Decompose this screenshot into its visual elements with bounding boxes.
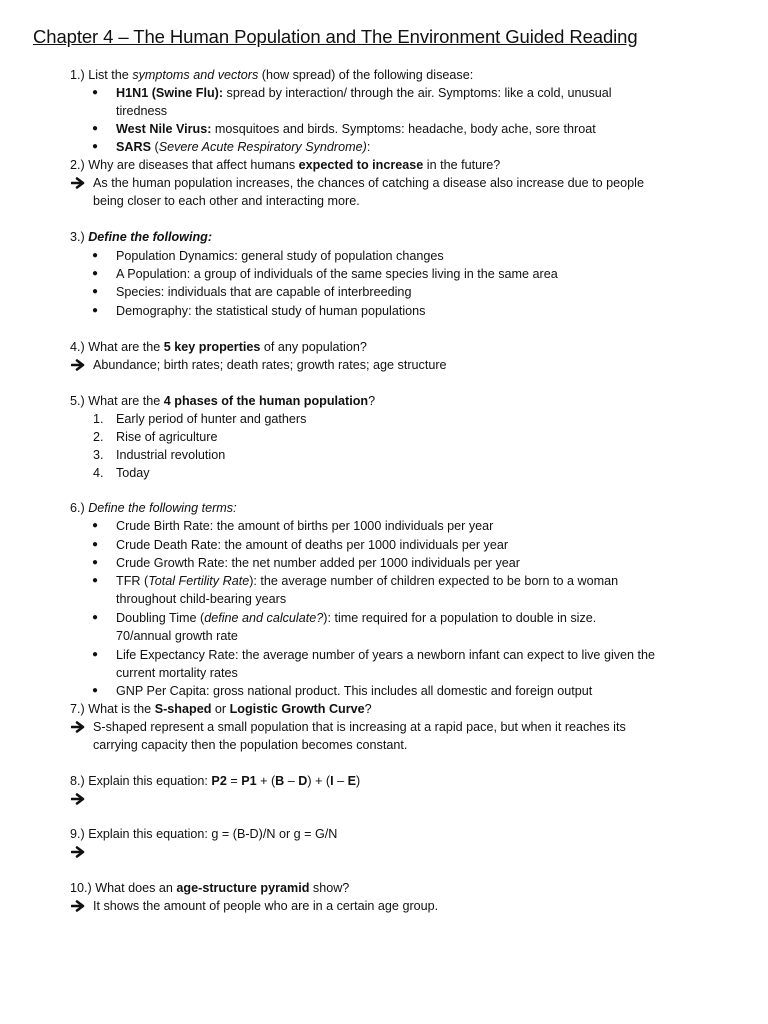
q6-item-crude-death-rate: Crude Death Rate: the amount of deaths per 1000 individuals per year [116,538,509,552]
bullet-icon: ● [92,141,99,152]
question-5: 5.) What are the 4 phases of the human population? [70,394,376,408]
arrow-icon [71,897,87,915]
list-number: 1. [93,412,104,426]
bullet-icon: ● [92,286,99,297]
q6-item-gnp-per-capita: GNP Per Capita: gross national product. This includes all domestic and foreign output [116,684,593,698]
q5-phase-1: Early period of hunter and gathers [116,412,307,426]
q1-item-west-nile: West Nile Virus: mosquitoes and birds. Symptoms: headache, body ache, sore throat [116,122,596,136]
bullet-icon: ● [92,685,99,696]
arrow-icon [71,174,87,192]
q1-item-h1n1: H1N1 (Swine Flu): spread by interaction/ through the air. Symptoms: like a cold, unusual [116,86,612,100]
bullet-icon: ● [92,250,99,261]
q6-item-doubling-time-continued: 70/annual growth rate [116,629,238,643]
arrow-icon [71,843,87,861]
q3-item-population-dynamics: Population Dynamics: general study of population changes [116,249,444,263]
question-9: 9.) Explain this equation: g = (B-D)/N or g = G/N [70,827,338,841]
question-8: 8.) Explain this equation: P2 = P1 + (B – D) + (I – E) [70,774,361,788]
bullet-icon: ● [92,520,99,531]
bullet-icon: ● [92,557,99,568]
q6-item-tfr: TFR (Total Fertility Rate): the average number of children expected to be born to a woman [116,574,619,588]
answer-7-line-2: carrying capacity then the population becomes constant. [93,738,408,752]
q6-item-tfr-continued: throughout child-bearing years [116,592,287,606]
list-number: 3. [93,448,104,462]
question-7: 7.) What is the S-shaped or Logistic Growth Curve? [70,702,372,716]
bullet-icon: ● [92,539,99,550]
answer-2-line-2: being closer to each other and interacting more. [93,194,360,208]
list-number: 4. [93,466,104,480]
answer-10: It shows the amount of people who are in a certain age group. [93,899,439,913]
bullet-icon: ● [92,575,99,586]
q1-item-sars: SARS (Severe Acute Respiratory Syndrome): [116,140,371,154]
q6-item-life-expectancy-continued: current mortality rates [116,666,238,680]
q5-phase-3: Industrial revolution [116,448,226,462]
arrow-icon [71,718,87,736]
q3-item-population: A Population: a group of individuals of the same species living in the same area [116,267,558,281]
bullet-icon: ● [92,87,99,98]
q1-item-h1n1-continued: tiredness [116,104,168,118]
question-2: 2.) Why are diseases that affect humans expected to increase in the future? [70,158,501,172]
bullet-icon: ● [92,305,99,316]
answer-4: Abundance; birth rates; death rates; growth rates; age structure [93,358,447,372]
q6-item-doubling-time: Doubling Time (define and calculate?): time required for a population to double in size. [116,611,597,625]
question-6: 6.) Define the following terms: [70,501,237,515]
answer-7-line-1: S-shaped represent a small population that is increasing at a rapid pace, but when it reaches its [93,720,626,734]
question-4: 4.) What are the 5 key properties of any population? [70,340,367,354]
q3-item-demography: Demography: the statistical study of human populations [116,304,426,318]
question-3: 3.) Define the following: [70,230,213,244]
list-number: 2. [93,430,104,444]
arrow-icon [71,790,87,808]
q5-phase-4: Today [116,466,150,480]
bullet-icon: ● [92,612,99,623]
bullet-icon: ● [92,123,99,134]
q3-item-species: Species: individuals that are capable of interbreeding [116,285,412,299]
question-10: 10.) What does an age-structure pyramid show? [70,881,350,895]
q6-item-crude-birth-rate: Crude Birth Rate: the amount of births per 1000 individuals per year [116,519,494,533]
q5-phase-2: Rise of agriculture [116,430,218,444]
question-1: 1.) List the symptoms and vectors (how spread) of the following disease: [70,68,474,82]
bullet-icon: ● [92,649,99,660]
q6-item-life-expectancy: Life Expectancy Rate: the average number of years a newborn infant can expect to live given the [116,648,656,662]
q6-item-crude-growth-rate: Crude Growth Rate: the net number added per 1000 individuals per year [116,556,520,570]
answer-2-line-1: As the human population increases, the chances of catching a disease also increase due to people [93,176,644,190]
page-title: Chapter 4 – The Human Population and The Environment Guided Reading [33,26,638,47]
bullet-icon: ● [92,268,99,279]
arrow-icon [71,356,87,374]
